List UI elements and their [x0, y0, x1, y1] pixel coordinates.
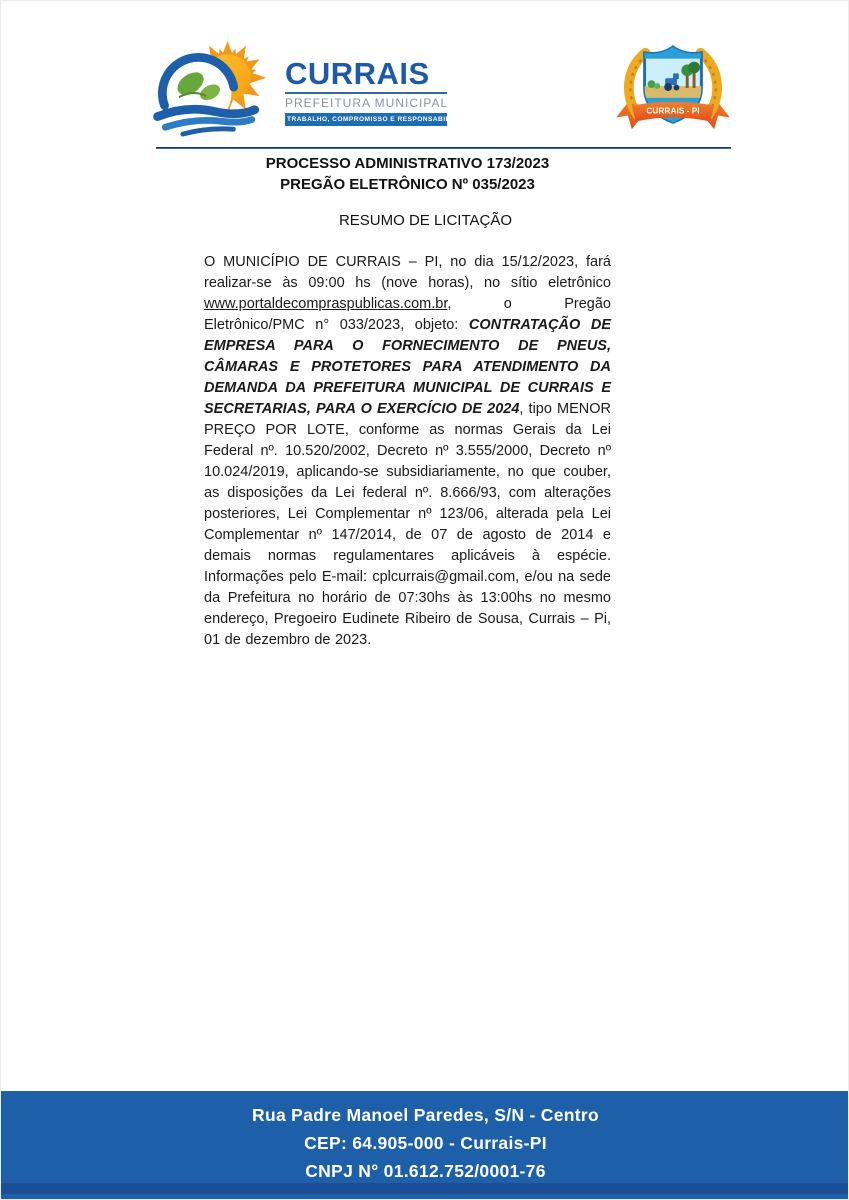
logo-name: CURRAIS: [285, 56, 430, 91]
logo-text-block: [285, 35, 473, 126]
municipal-logo-icon: [151, 35, 269, 137]
title-block: [204, 153, 611, 195]
logo-divider: [285, 92, 447, 94]
document-subtitle: RESUMO DE LICITAÇÃO: [338, 212, 513, 229]
closing-text: , e/ou na sede da Prefeitura no horário de 07:30hs às 13:00hs no mesmo endereço, Pregoeiro Eudinete Ribeiro de Sousa, Currais – Pi, 01 de dezembro de 2023.: [204, 569, 611, 648]
city-crest-icon: [612, 41, 734, 139]
process-title: PROCESSO ADMINISTRATIVO 173/2023: [265, 155, 550, 172]
body-paragraph: [204, 252, 611, 651]
pregao-reference-text: , o Pregão Eletrônico/PMC n° 033/2023, objeto:: [204, 296, 611, 333]
footer-bar: [1, 1091, 849, 1200]
portal-url-link[interactable]: www.portaldecompraspublicas.com.br: [204, 296, 448, 312]
footer-address: Rua Padre Manoel Paredes, S/N - Centro: [252, 1105, 599, 1125]
footer-cep: CEP: 64.905-000 - Currais-PI: [304, 1133, 547, 1153]
email-text: cplcurrais@gmail.com: [372, 569, 516, 585]
object-description: CONTRATAÇÃO DE EMPRESA PARA O FORNECIMENTO DE PNEUS, CÂMARAS E PROTETORES PARA ATENDIMENTO DA DEMANDA DA PREFEITURA MUNICIPAL DE CURRAIS E SECRETARIAS, PARA O EXERCÍCIO DE 2024: [204, 317, 611, 417]
prefeitura-logo: [151, 35, 473, 137]
pregao-title: PREGÃO ELETRÔNICO Nº 035/2023: [280, 176, 535, 193]
logo-tagline: TRABALHO, COMPROMISSO E RESPONSABILIDADE: [285, 113, 447, 126]
crest-ribbon-label: CURRAIS - PI: [646, 105, 700, 116]
legal-text: , tipo MENOR PREÇO POR LOTE, conforme as normas Gerais da Lei Federal nº. 10.520/2002, Decreto nº 3.555/2000, Decreto nº 10.024/2019, aplicando-se subsidiariamente, no que couber, as disposições da Lei federal nº. 8.666/93, com alterações posteriores, Lei Complementar nº 123/06, alterada pela Lei Complementar nº 147/2014, de 07 de agosto de 2014 e demais normas regulamentares aplicáveis à espécie. Informações pelo E-mail:: [204, 401, 612, 585]
logo-subtitle: PREFEITURA MUNICIPAL: [285, 96, 449, 110]
footer-cnpj: CNPJ N° 01.612.752/0001-76: [305, 1161, 546, 1181]
footer-stripe: [1, 1183, 849, 1194]
intro-text: O MUNICÍPIO DE CURRAIS – PI, no dia 15/12/2023, fará realizar-se às 09:00 hs (nove horas), no sítio eletrônico: [204, 254, 611, 291]
header-rule: [156, 147, 731, 149]
